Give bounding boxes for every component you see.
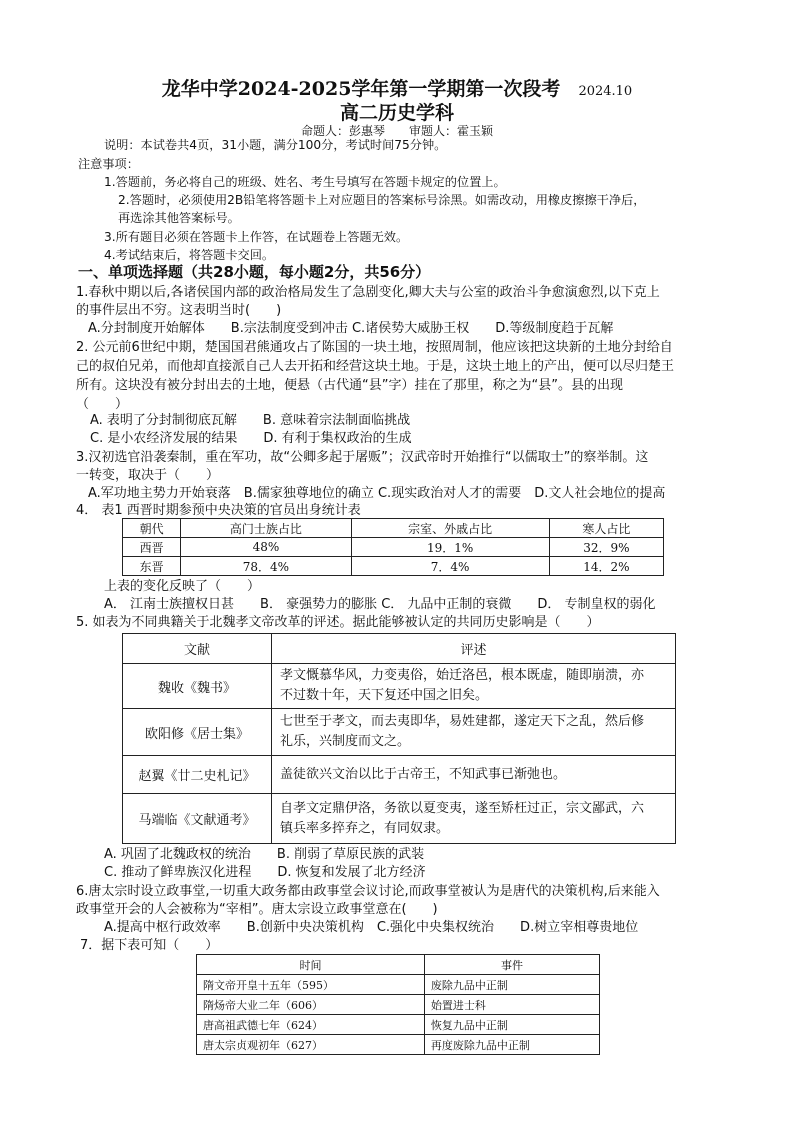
table-cell-comment (272, 794, 676, 844)
table-row (123, 794, 676, 844)
instruction-item: 再选涂其他答案标号。 (118, 211, 240, 225)
comment-line: 七世至于孝文，而去夷即华，易姓建都，遂定天下之乱，然后修 (280, 714, 645, 729)
exam-subtitle: 高二历史学科 (339, 102, 454, 124)
table-header: 高门士族占比 (181, 519, 351, 538)
q4-table (122, 518, 664, 576)
table-cell: 唐高祖武德七年（624） (197, 1015, 425, 1035)
q3-stem: 一转变，取决于（ ） (76, 468, 220, 483)
exam-date: 2024.10 (578, 84, 633, 99)
comment-line: 不过数十年，天下复还中国之旧矣。 (280, 688, 489, 703)
comment-line: 镇兵率多捽弃之，有同奴隶。 (280, 820, 450, 836)
q6-options: A.提高中枢行政效率 B.创新中央决策机构 C.强化中央集权统治 D.树立宰相尊贵地位 (104, 920, 639, 935)
table-cell-source: 马端临《文献通考》 (123, 794, 272, 844)
table-cell-comment (272, 664, 676, 709)
instructions-note: 说明：本试卷共4页，31小题，满分100分，考试时间75分钟。 (104, 138, 447, 152)
q3-options: A.军功地主势力开始衰落 B.儒家独尊地位的确立 C.现实政治对人才的需要 D.文人社会地位的提高 (88, 486, 666, 501)
authors-line: 命题人：彭惠琴 审题人：霍玉颖 (300, 124, 493, 138)
table-cell-source: 魏收《魏书》 (123, 664, 272, 709)
q5-options: C. 推动了鲜卑族汉化进程 D. 恢复和发展了北方经济 (104, 865, 426, 880)
q1-stem: 的事件层出不穷。这表明当时( ) (76, 303, 282, 318)
table-cell: 废除九品中正制 (424, 975, 599, 995)
q3-stem: 3.汉初选官沿袭秦制，重在军功，故“公卿多起于屠贩”；汉武帝时开始推行“以儒取士”的察举制。这 (76, 450, 649, 465)
q6-stem: 政事堂开会的人会被称为“宰相”。唐太宗设立政事堂意在( ) (76, 902, 438, 917)
table-cell: 48% (181, 538, 351, 557)
table-cell: 西晋 (123, 538, 181, 557)
q7-table (196, 954, 600, 1055)
q7-stem: 7．据下表可知（ ） (80, 938, 219, 953)
table-header: 评述 (272, 634, 676, 664)
q2-stem: 己的叔伯兄弟，而他却直接派自己人去开拓和经营这块土地。于是，这块土地上的产出，便可以尽归楚王 (76, 359, 675, 374)
table-row (123, 756, 676, 794)
table-row (197, 975, 600, 995)
q5-stem: 5. 如表为不同典籍关于北魏孝文帝改革的评述。据此能够被认定的共同历史影响是（ ） (76, 615, 600, 630)
table-cell: 唐太宗贞观初年（627） (197, 1035, 425, 1055)
table-cell-source: 赵翼《廿二史札记》 (123, 756, 272, 794)
table-cell-comment (272, 756, 676, 794)
comment-line: 孝文慨慕华风，力变夷俗，始迁洛邑，根本既虚，随即崩溃，亦 (280, 668, 645, 683)
table-header: 宗室、外戚占比 (351, 519, 549, 538)
q4-after: 上表的变化反映了（ ） (104, 579, 261, 594)
table-cell: 隋炀帝大业二年（606） (197, 995, 425, 1015)
q2-stem: 2. 公元前6世纪中期，楚国国君熊通攻占了陈国的一块土地，按照周制，他应该把这块新的土地分封给自 (76, 340, 673, 355)
table-row (123, 538, 664, 557)
q1-stem: 1.春秋中期以后,各诸侯国内部的政治格局发生了急剧变化,卿大夫与公室的政治斗争愈演愈烈,以下克上 (76, 285, 660, 300)
table-cell-source: 欧阳修《居士集》 (123, 709, 272, 756)
instruction-item: 4.考试结束后，将答题卡交回。 (104, 248, 275, 262)
q2-options: A. 表明了分封制彻底瓦解 B. 意味着宗法制面临挑战 (90, 413, 411, 428)
table-row (197, 995, 600, 1015)
instruction-item: 3.所有题目必须在答题卡上作答，在试题卷上答题无效。 (104, 230, 409, 244)
table-cell: 恢复九品中正制 (424, 1015, 599, 1035)
table-row (123, 557, 664, 576)
q2-stem: 所有。这块没有被分封出去的土地，便悬（古代通“县”字）挂在了那里，称之为“县”。县的出现 (76, 378, 623, 393)
table-cell: 78．4% (181, 557, 351, 576)
table-cell: 7．4% (351, 557, 549, 576)
comment-line: 礼乐，兴制度而文之。 (280, 734, 411, 749)
q1-options: A.分封制度开始解体 B.宗法制度受到冲击 C.诸侯势大威胁王权 D.等级制度趋于瓦解 (88, 321, 614, 336)
table-row (197, 1035, 600, 1055)
instruction-item: 1.答题前，务必将自己的班级、姓名、考生号填写在答题卡规定的位置上。 (104, 175, 506, 189)
table-row (197, 1015, 600, 1035)
table-cell: 再度废除九品中正制 (424, 1035, 599, 1055)
comment-line: 盖徒欲兴文治以比于古帝王，不知武事已渐弛也。 (280, 766, 567, 782)
table-header: 朝代 (123, 519, 181, 538)
table-header: 寒人占比 (549, 519, 663, 538)
q4-stem: 4． 表1 西晋时期参预中央决策的官员出身统计表 (76, 503, 361, 518)
instructions-heading: 注意事项： (78, 157, 139, 171)
table-cell: 隋文帝开皇十五年（595） (197, 975, 425, 995)
title-text: 龙华中学2024-2025学年第一学期第一次段考 (161, 78, 561, 100)
table-row (123, 664, 676, 709)
table-cell: 19．1% (351, 538, 549, 557)
table-header: 时间 (197, 955, 425, 975)
table-cell: 14．2% (549, 557, 663, 576)
table-row (123, 709, 676, 756)
table-cell-comment (272, 709, 676, 756)
section-heading: 一、单项选择题（共28小题，每小题2分，共56分） (78, 263, 431, 281)
table-cell: 东晋 (123, 557, 181, 576)
q4-options: A． 江南士族擅权日甚 B． 豪强势力的膨胀 C． 九品中正制的衰微 D． 专制皇权的弱化 (104, 597, 656, 612)
instruction-item: 2.答题时，必须使用2B铅笔将答题卡上对应题目的答案标号涂黑。如需改动，用橡皮擦擦干净后， (118, 193, 646, 207)
table-cell: 始置进士科 (424, 995, 599, 1015)
exam-title (0, 74, 794, 101)
table-header: 文献 (123, 634, 272, 664)
table-cell: 32．9% (549, 538, 663, 557)
q5-table (122, 633, 676, 844)
q5-options: A. 巩固了北魏政权的统治 B. 削弱了草原民族的武装 (104, 847, 425, 862)
table-header: 事件 (424, 955, 599, 975)
q2-stem: （ ） (76, 397, 129, 412)
comment-line: 自孝文定鼎伊洛，务欲以夏变夷，遂至矫枉过正，宗文鄙武，六 (280, 800, 645, 816)
q6-stem: 6.唐太宗时设立政事堂,一切重大政务都由政事堂会议讨论,而政事堂被认为是唐代的决策机构,后来能入 (76, 884, 660, 899)
q2-options: C. 是小农经济发展的结果 D. 有利于集权政治的生成 (90, 431, 412, 446)
